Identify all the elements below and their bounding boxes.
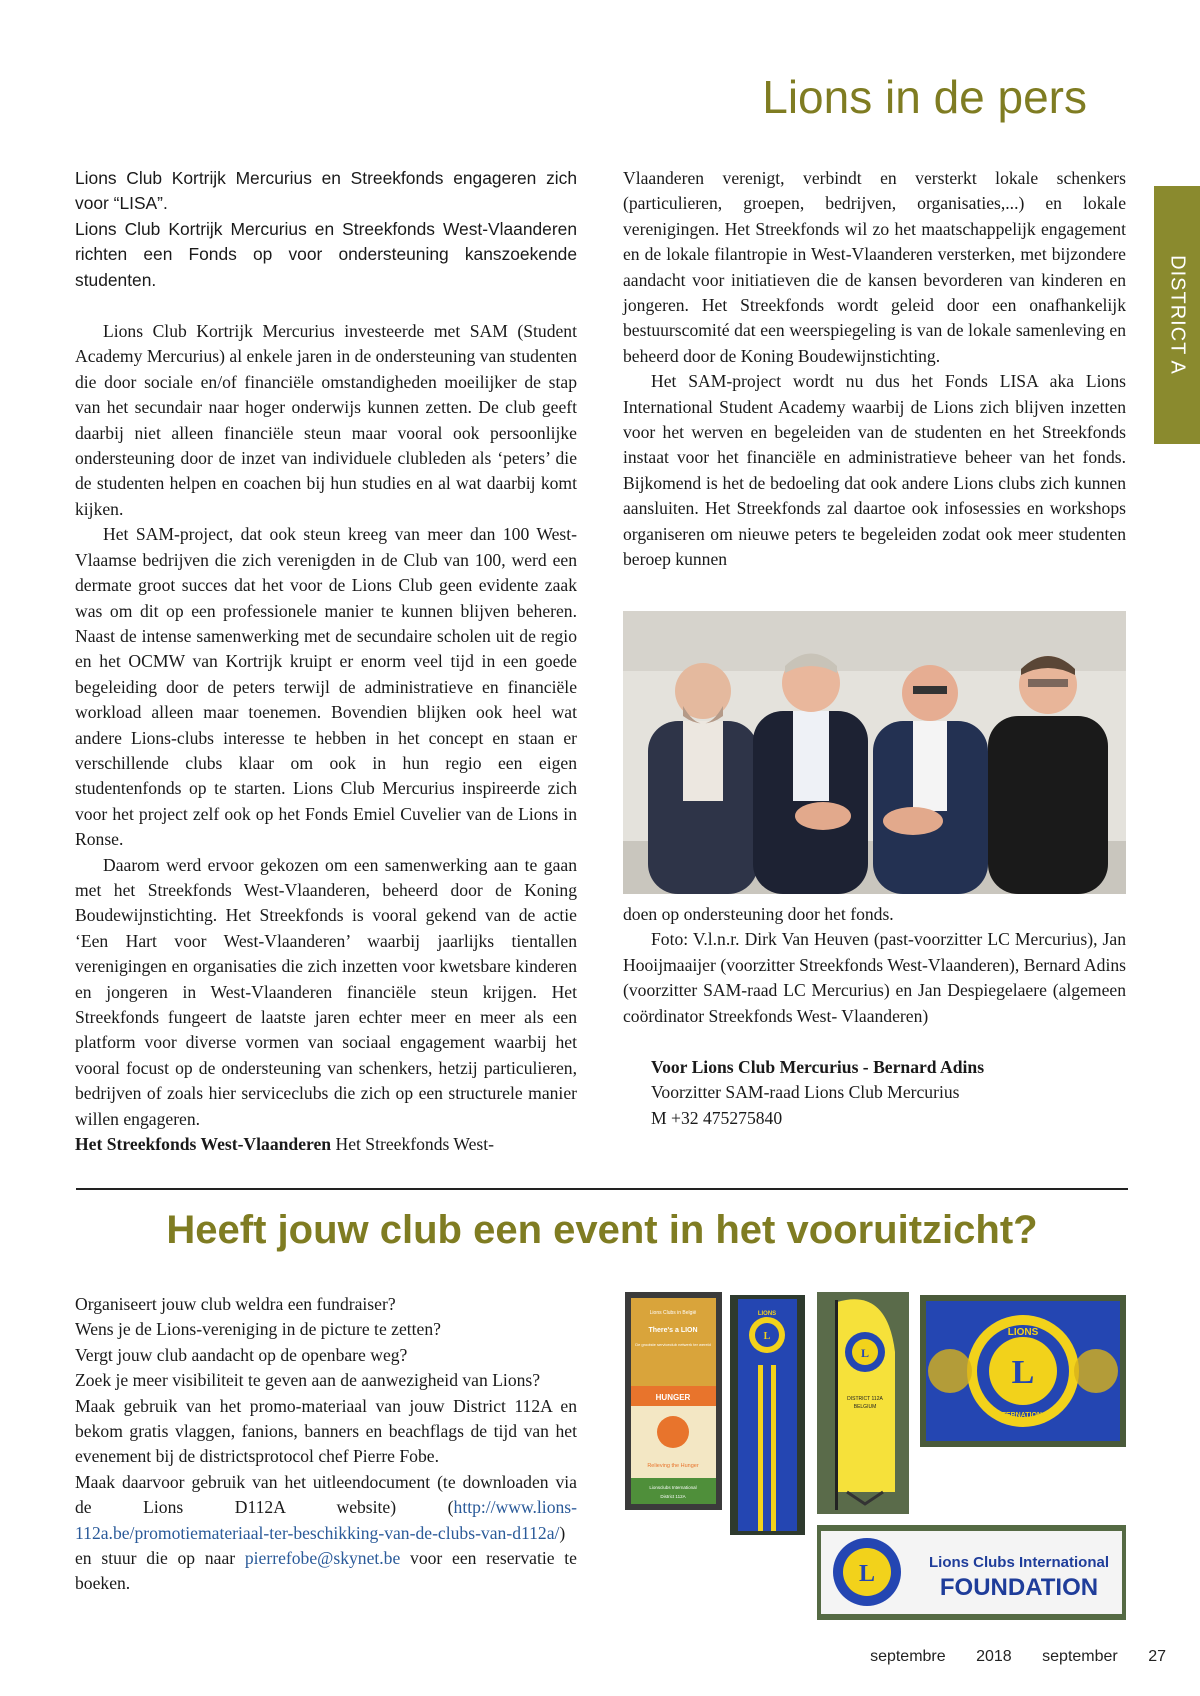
promo-rollup-banner (730, 1295, 805, 1535)
signature-phone: M +32 475275840 (651, 1107, 783, 1128)
beachflag-country: BELGIUM (853, 1404, 877, 1410)
signature-name (623, 1055, 1126, 1080)
article-paragraph: Vlaanderen verenigt, verbindt en versterkt lokale schenkers (particulieren, groepen, bedrijven, organisaties,...) en lokale verenigingen. Het Streekfonds wil zo het maatschappelijk engagement en de lokale filantropie in West-Vlaanderen versterken, met bijzondere aandacht voor initiatieven die de kansen bevorderen van kinderen en jongeren. Het Streekfonds wordt geleid door een onafhankelijk bestuurscomité dat een weerspiegeling is van de lokale samenleving en beheerd door de Koning Boudewijnstichting. (623, 168, 1126, 366)
svg-text:L: L (763, 1331, 771, 1342)
district-tab (1154, 186, 1200, 444)
article-column-2 (623, 166, 1126, 573)
streekfonds-text: Het Streekfonds West- (331, 1134, 495, 1155)
banner-hunger-label: HUNGER (655, 1393, 691, 1402)
section-divider (76, 1188, 1128, 1190)
photo-illustration (623, 611, 1126, 894)
article-column-2-continued (623, 902, 1126, 1131)
article-column-1 (75, 166, 577, 1157)
email-link[interactable]: pierrefobe@skynet.be (244, 1548, 401, 1569)
promo-lions-flag (920, 1295, 1126, 1447)
article-lead-2: Lions Club Kortrijk Mercurius en Streekfonds West-Vlaanderen richten een Fonds op voor ondersteuning kanszoekende studenten. (75, 218, 577, 290)
event-text-end: voor een reservatie te boeken. (75, 1548, 577, 1594)
signature-role: Voorzitter SAM-raad Lions Club Mercurius (651, 1082, 960, 1103)
photo-caption: Foto: V.l.n.r. Dirk Van Heuven (past-voorzitter LC Mercurius), Jan Hooijmaaijer (voorzitter Streekfonds West-Vlaanderen), Bernard Adins (voorzitter SAM-raad LC Mercurius) en Jan Despiegelaere (algemeen coördinator Streekfonds West- Vlaanderen) (623, 929, 1126, 1026)
banner-header: Lions Clubs in België (649, 1310, 697, 1316)
page-footer (844, 1648, 1166, 1666)
page-number: 27 (1148, 1648, 1166, 1665)
svg-text:L: L (858, 1561, 876, 1587)
event-text (75, 1292, 577, 1597)
event-paragraph-reservation (75, 1470, 577, 1597)
event-section-title: Heeft jouw club een event in het vooruitzicht? (166, 1208, 1038, 1252)
promo-beachflag (817, 1292, 909, 1514)
signature-name-text: Voor Lions Club Mercurius - Bernard Adins (651, 1057, 985, 1078)
article-paragraph-streekfonds (75, 1132, 577, 1157)
district-tab-label: DISTRICT A (1166, 255, 1189, 375)
event-text-start: Maak daarvoor gebruik van het uitleendocument (te downloaden via de Lions D112A website) ( (75, 1471, 577, 1518)
svg-text:L: L (1011, 1354, 1035, 1391)
footer-month-fr: septembre (870, 1648, 946, 1665)
banner-slogan: There's a LION (648, 1327, 698, 1334)
event-question: Organiseert jouw club weldra een fundraiser? (75, 1294, 396, 1314)
foundation-line-2: FOUNDATION (939, 1574, 1099, 1601)
promo-banner-hunger (625, 1292, 722, 1510)
banner-footer: Lionsclubs International (649, 1485, 697, 1490)
flag-ring-text: INTERNATIONAL (994, 1412, 1052, 1419)
beachflag-district: DISTRICT 112A (847, 1396, 883, 1402)
streekfonds-heading: Het Streekfonds West-Vlaanderen (75, 1134, 332, 1155)
foundation-line-1: Lions Clubs International (928, 1554, 1110, 1571)
promo-material-link[interactable]: http://www.lions-112a.be/promotiemateriaal-ter-beschikking-van-de-clubs-van-d112a/ (75, 1497, 577, 1543)
article-paragraph: Het SAM-project wordt nu dus het Fonds LISA aka Lions International Student Academy waarbij de Lions zich blijven inzetten voor het werven en begeleiden van de studenten en het Streekfonds instaat voor het financiële en administratieve beheer van het fonds. Bijkomend is het de bedoeling dat ook andere Lions clubs zich kunnen aansluiten. Het Streekfonds zal daartoe ook infosessies en workshops organiseren om nieuwe peters te begeleiden zodat ook meer studenten beroep kunnen (623, 371, 1126, 570)
page-title: Lions in de pers (762, 71, 1087, 123)
footer-year: 2018 (976, 1648, 1012, 1665)
footer-month-nl: september (1042, 1648, 1118, 1665)
promo-foundation-banner (817, 1525, 1126, 1620)
event-question: Vergt jouw club aandacht op de openbare weg? (75, 1344, 408, 1365)
banner-sub: De grootste serviceclub netwerk ter wereld (635, 1342, 711, 1347)
article-lead-1: Lions Club Kortrijk Mercurius en Streekfonds engageren zich voor “LISA”. (75, 168, 577, 214)
article-paragraph: Lions Club Kortrijk Mercurius investeerde met SAM (Student Academy Mercurius) al enkele jaren in de ondersteuning van studenten die door sociale en/of financiële omstandigheden moeilijker de stap van het secundair naar hoger onderwijs kunnen zetten. De club geeft daarbij niet alleen financiële steun maar vooral ook persoonlijke ondersteuning door de inzet van individuele clubleden als ‘peters’ die de studenten helpen en coachen bij hun studies en al wat daarbij komt kijken. (75, 321, 577, 519)
event-question: Zoek je meer visibiliteit te geven aan de aanwezigheid van Lions? (75, 1370, 541, 1391)
article-paragraph: Het SAM-project, dat ook steun kreeg van meer dan 100 West-Vlaamse bedrijven die zich verenigden in de Club van 100, werd een dermate groot succes dat het voor de Lions Club geen evidente zaak was om dit op een professionele manier te kunnen blijven beheren. Naast de intense samenwerking met de secundaire scholen uit de regio en het OCMW van Kortrijk kruipt er enorm veel tijd in een goede begeleiding door de peters terwijl de administratieve en financiële workload alleen maar toenemen. Bovendien blijken ook heel wat andere Lions-clubs interesse te hebben in het concept en staan er verschillende clubs klaar om ook in hun regio een eigen studentenfonds op te starten. Lions Club Mercurius inspireerde zich voor het project zelf ook op het Fonds Emiel Cuvelier van de Lions in Ronse. (75, 524, 577, 850)
article-paragraph-end: doen op ondersteuning door het fonds. (623, 904, 894, 924)
article-paragraph: Daarom werd ervoor gekozen om een samenwerking aan te gaan met het Streekfonds West-Vlaanderen, beheerd door de Koning Boudewijnstichting. Het Streekfonds is vooral gekend van de actie ‘Een Hart voor West-Vlaanderen’ waarbij jaarlijks tientallen verenigingen en organisaties die zich inzetten voor kwetsbare kinderen en jongeren in West-Vlaanderen financiële steun krijgen. Het Streekfonds fungeert de laatste jaren echter meer en meer als een platform voor diverse vormen van sociaal engagement waarbij het vooral focust op de ondersteuning van schenkers, hetzij particulieren, bedrijven of zoals hier serviceclubs die zich op een structurele manier willen engageren. (75, 854, 577, 1129)
photo-four-men-handshake (623, 611, 1126, 894)
banner-relieving: Relieving the Hunger (647, 1463, 699, 1469)
flag-top-text: LIONS (1007, 1327, 1039, 1338)
event-text-mid: ) en stuur die op naar (75, 1522, 566, 1569)
svg-text:L: L (860, 1346, 870, 1360)
event-paragraph: Maak gebruik van het promo-materiaal van jouw District 112A en bekom gratis vlaggen, fanions, banners en beachflags de tijd van het evenement bij de districtsprotocol chef Pierre Fobe. (75, 1395, 577, 1467)
rollup-text: LIONS (757, 1311, 777, 1317)
event-question: Wens je de Lions-vereniging in de picture te zetten? (75, 1319, 441, 1340)
banner-district: District 112A (660, 1494, 686, 1499)
